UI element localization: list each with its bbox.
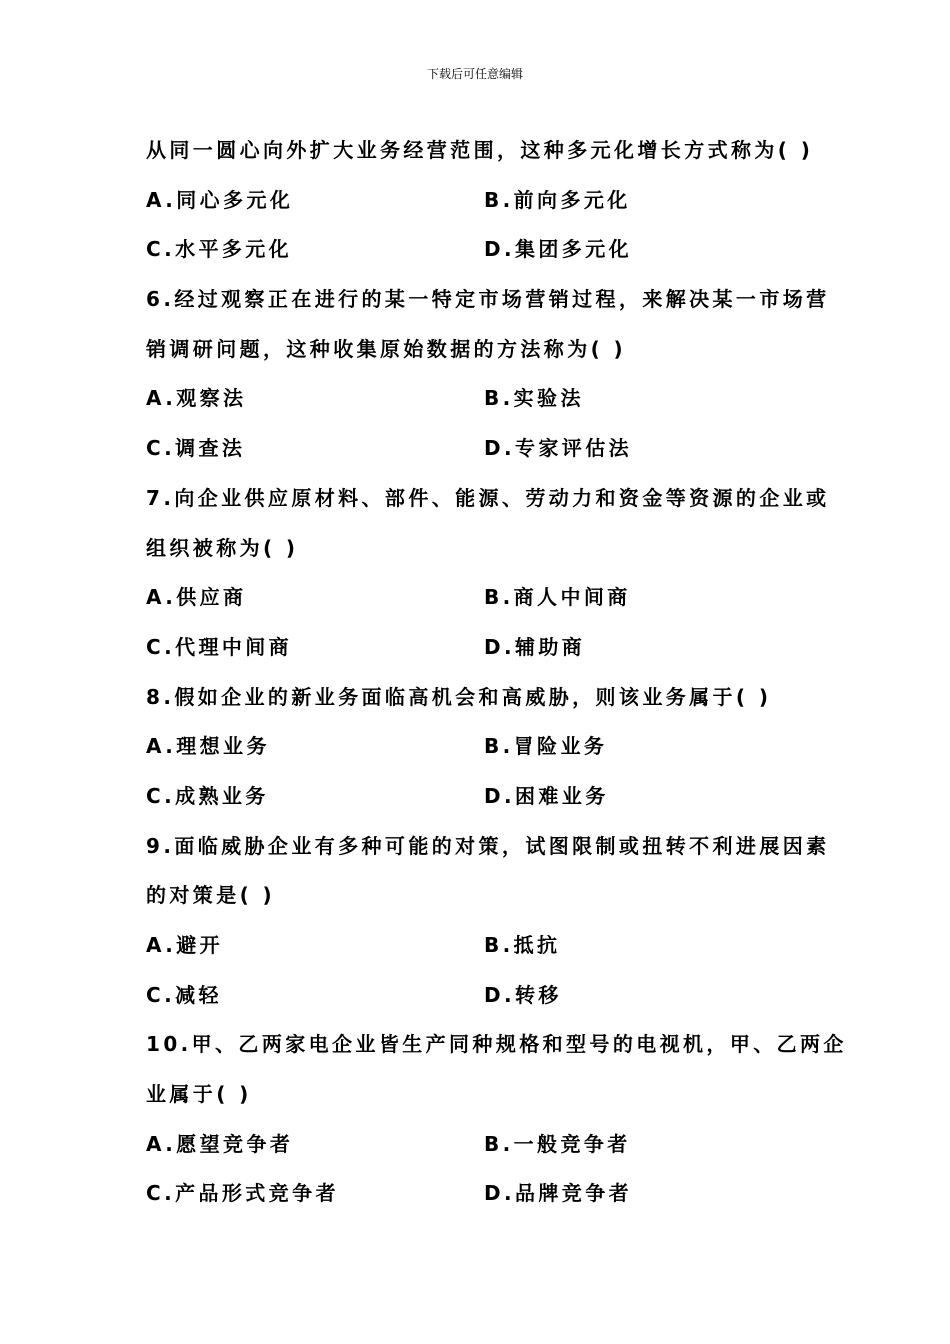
option-b: B.商人中间商 [484, 585, 631, 610]
question-text: 组织被称为( ) [146, 535, 299, 560]
option-row [146, 573, 816, 623]
option-b: B.前向多元化 [484, 187, 631, 212]
option-d: D.专家评估法 [484, 436, 632, 461]
option-row [146, 225, 816, 275]
option-b: B.一般竞争者 [484, 1131, 631, 1156]
question-text: 销调研问题，这种收集原始数据的方法称为( ) [146, 336, 627, 361]
question-block [146, 275, 830, 474]
option-row [146, 374, 816, 424]
option-d: D.集团多元化 [484, 237, 632, 262]
option-c: C.产品形式竞争者 [146, 1181, 339, 1206]
question-block [146, 474, 830, 673]
option-b: B.抵抗 [484, 933, 561, 957]
question-block [146, 1020, 847, 1219]
option-row [146, 722, 816, 772]
option-row [146, 1120, 816, 1170]
option-c: C.减轻 [146, 982, 222, 1007]
question-text: 6.经过观察正在进行的某一特定市场营销过程，来解决某一市场营 [146, 287, 830, 312]
option-a: A.同心多元化 [146, 187, 294, 212]
option-row [146, 176, 816, 226]
option-b: B.实验法 [484, 386, 584, 411]
option-d: D.辅助商 [484, 634, 586, 659]
question-list [146, 126, 847, 1219]
option-c: C.调查法 [146, 436, 246, 461]
option-d: D.困难业务 [484, 783, 609, 808]
option-c: C.水平多元化 [146, 237, 293, 262]
question-text: 的对策是( ) [146, 883, 276, 908]
option-c: C.代理中间商 [146, 634, 293, 659]
question-text: 7.向企业供应原材料、部件、能源、劳动力和资金等资源的企业或 [146, 485, 830, 510]
option-b: B.冒险业务 [484, 734, 608, 759]
question-text: 8.假如企业的新业务面临高机会和高威胁，则该业务属于( ) [146, 684, 772, 709]
question-block [146, 673, 816, 822]
question-text: 从同一圆心向外扩大业务经营范围，这种多元化增长方式称为( ) [146, 138, 814, 162]
option-d: D.转移 [484, 982, 562, 1007]
question-block [146, 126, 816, 275]
option-a: A.供应商 [146, 585, 247, 610]
option-row [146, 921, 816, 971]
page-header-note: 下载后可任意编辑 [426, 67, 523, 81]
option-a: A.愿望竞争者 [146, 1131, 294, 1156]
question-text: 业属于( ) [146, 1082, 252, 1107]
option-d: D.品牌竞争者 [484, 1181, 632, 1206]
option-row [146, 1169, 816, 1219]
option-row [146, 623, 816, 673]
question-block [146, 822, 830, 1021]
option-row [146, 772, 816, 822]
option-c: C.成熟业务 [146, 783, 269, 808]
option-row [146, 971, 816, 1021]
question-text: 10.甲、乙两家电企业皆生产同种规格和型号的电视机，甲、乙两企 [146, 1032, 847, 1057]
option-a: A.理想业务 [146, 734, 270, 759]
option-a: A.避开 [146, 933, 224, 957]
question-text: 9.面临威胁企业有多种可能的对策，试图限制或扭转不利进展因素 [146, 833, 830, 858]
option-a: A.观察法 [146, 386, 247, 411]
option-row [146, 424, 816, 474]
